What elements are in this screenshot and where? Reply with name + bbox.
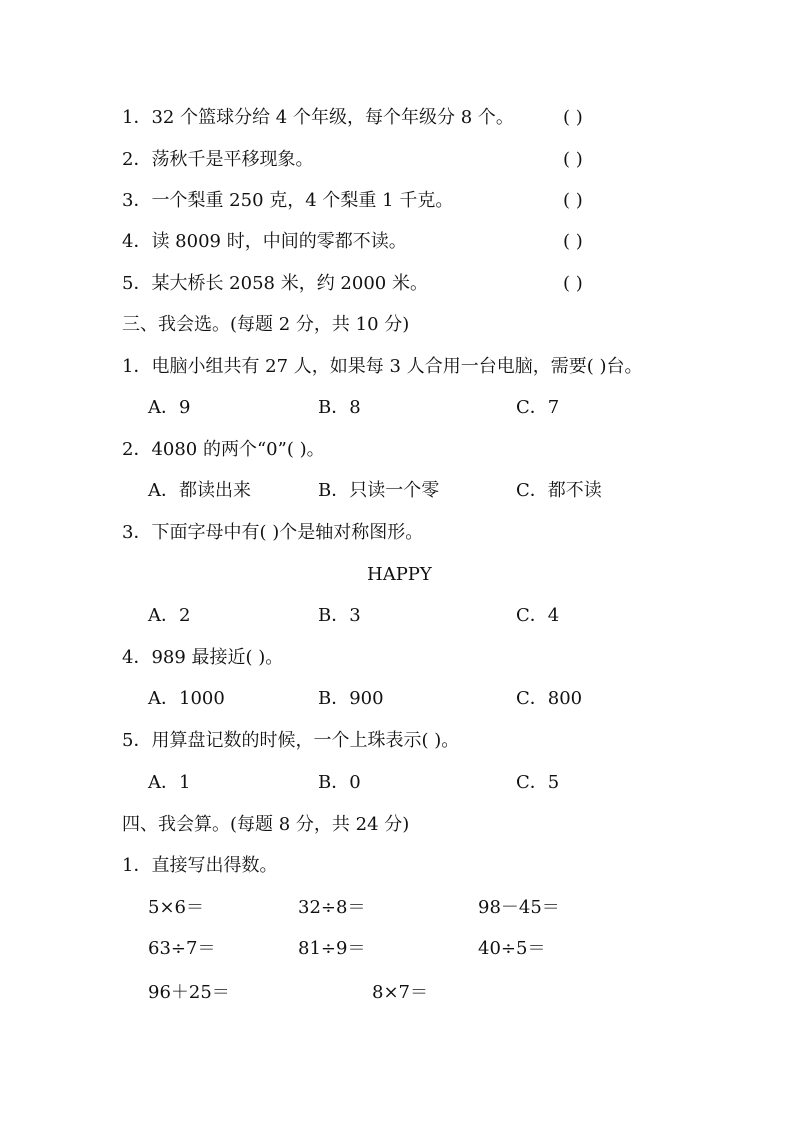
- question-number: 4．: [122, 647, 152, 668]
- calc-expression: 8×7＝: [372, 982, 428, 1003]
- question-text: 下面字母中有( )个是轴对称图形。: [151, 522, 424, 543]
- tf-item-1: [122, 107, 514, 129]
- calc-expression: 98－45＝: [478, 897, 560, 918]
- tf-item-text: 荡秋千是平移现象。: [151, 149, 314, 170]
- question-number: 2．: [122, 439, 152, 460]
- tf-item-3: [122, 190, 453, 212]
- question-text: 直接写出得数。: [151, 855, 278, 876]
- tf-item-number: 5．: [122, 273, 152, 294]
- option-b[interactable]: B．0: [318, 772, 361, 793]
- mc-question-2: [122, 439, 325, 461]
- section-4-title: 四、我会算。(每题 8 分，共 24 分): [122, 814, 410, 835]
- option-b[interactable]: B．900: [318, 688, 384, 709]
- calc-expression: 96＋25＝: [148, 982, 230, 1003]
- option-c[interactable]: C．都不读: [516, 480, 602, 501]
- mc-question-4: [122, 647, 283, 669]
- option-a[interactable]: A．1000: [148, 688, 225, 709]
- mc-question-5: [122, 730, 459, 752]
- question-text: 电脑小组共有 27 人，如果每 3 人合用一台电脑，需要( )台。: [151, 356, 643, 377]
- question-text: 4080 的两个“0”( )。: [151, 439, 325, 460]
- tf-item-number: 1．: [122, 107, 152, 128]
- calc-expression: 5×6＝: [148, 897, 204, 918]
- option-b[interactable]: B．8: [318, 397, 361, 418]
- centered-letters-happy: HAPPY: [367, 564, 432, 585]
- option-b[interactable]: B．3: [318, 605, 361, 626]
- mc-question-1: [122, 356, 642, 378]
- option-b[interactable]: B．只读一个零: [318, 480, 440, 501]
- option-c[interactable]: C．800: [516, 688, 583, 709]
- tf-answer-paren-2[interactable]: ( ): [563, 149, 583, 170]
- calc-expression: 81÷9＝: [298, 938, 366, 959]
- tf-answer-paren-1[interactable]: ( ): [563, 107, 583, 128]
- option-c[interactable]: C．5: [516, 772, 560, 793]
- question-text: 989 最接近( )。: [151, 647, 284, 668]
- option-a[interactable]: A．1: [148, 772, 191, 793]
- tf-item-2: [122, 149, 313, 171]
- option-a[interactable]: A．9: [148, 397, 191, 418]
- tf-item-number: 3．: [122, 190, 152, 211]
- tf-answer-paren-4[interactable]: ( ): [563, 231, 583, 252]
- option-a[interactable]: A．都读出来: [148, 480, 251, 501]
- question-number: 1．: [122, 855, 152, 876]
- tf-item-number: 4．: [122, 231, 152, 252]
- calc-expression: 63÷7＝: [148, 938, 216, 959]
- section-3-title: 三、我会选。(每题 2 分，共 10 分): [122, 314, 410, 335]
- mc-question-3: [122, 522, 423, 544]
- tf-item-5: [122, 273, 428, 295]
- tf-item-text: 读 8009 时，中间的零都不读。: [151, 231, 407, 252]
- question-number: 5．: [122, 730, 152, 751]
- question-number: 3．: [122, 522, 152, 543]
- tf-item-text: 一个梨重 250 克，4 个梨重 1 千克。: [151, 190, 454, 211]
- tf-answer-paren-3[interactable]: ( ): [563, 190, 583, 211]
- calc-question-1: [122, 855, 277, 877]
- tf-item-number: 2．: [122, 149, 152, 170]
- option-a[interactable]: A．2: [148, 605, 191, 626]
- tf-item-text: 某大桥长 2058 米，约 2000 米。: [151, 273, 428, 294]
- tf-item-4: [122, 231, 407, 253]
- option-c[interactable]: C．4: [516, 605, 560, 626]
- question-number: 1．: [122, 356, 152, 377]
- calc-expression: 40÷5＝: [478, 938, 546, 959]
- calc-expression: 32÷8＝: [298, 897, 366, 918]
- question-text: 用算盘记数的时候，一个上珠表示( )。: [151, 730, 460, 751]
- tf-answer-paren-5[interactable]: ( ): [563, 273, 583, 294]
- option-c[interactable]: C．7: [516, 397, 560, 418]
- tf-item-text: 32 个篮球分给 4 个年级，每个年级分 8 个。: [151, 107, 514, 128]
